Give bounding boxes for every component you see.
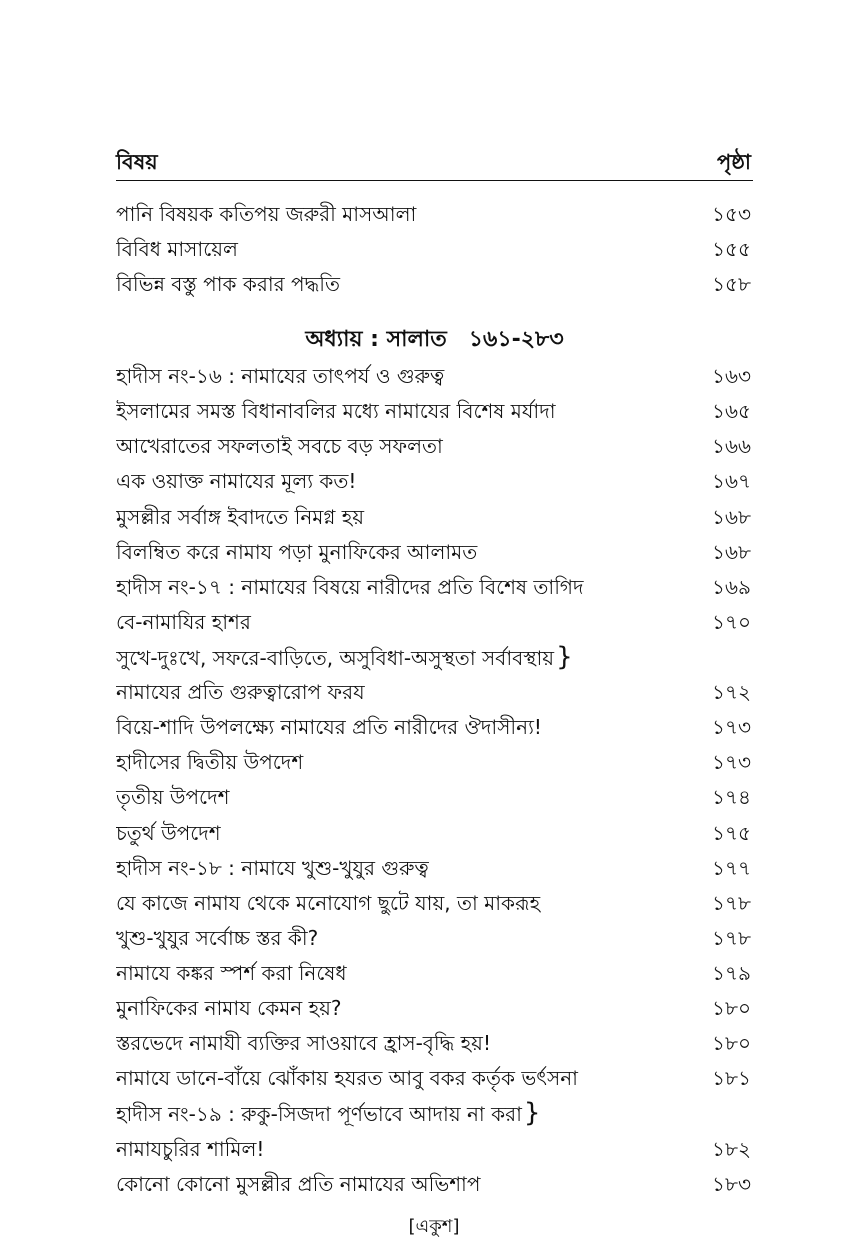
entry-page: ১৭৮ [712,926,751,950]
toc-entry [116,852,753,884]
page-column-heading: পৃষ্ঠা [716,150,751,174]
entry-page: ১৬৭ [712,469,751,493]
entry-title: নামাযের প্রতি গুরুত্বারোপ ফরয [116,680,365,704]
entry-page: ১৭৯ [712,961,751,985]
page-number: [একুশ] [408,1216,460,1237]
toc-entry [116,465,753,497]
entry-page: ১৮৩ [712,1172,751,1196]
entry-page: ১৫৮ [712,272,751,296]
toc-entry [116,746,753,778]
toc-entry [116,887,753,919]
entry-page: ১৬৮ [712,540,751,564]
entry-title: নামাযে কঙ্কর স্পর্শ করা নিষেধ [116,961,347,985]
entry-title [116,1097,751,1130]
chapter-heading [116,322,753,358]
entry-title: নামাযচুরির শামিল! [116,1137,265,1161]
toc-entry [116,992,753,1024]
entry-title: খুশু-খুযুর সর্বোচ্চ স্তর কী? [116,926,319,950]
entry-title: হাদীস নং-১৭ : নামাযের বিষয়ে নারীদের প্রতি বিশেষ তাগিদ [116,575,584,599]
toc-entry [116,1097,753,1129]
entry-page: ১৭৪ [712,785,751,809]
entry-title: স্তরভেদে নামাযী ব্যক্তির সাওয়াবে হ্রাস-বৃদ্ধি হয়! [116,1031,491,1055]
entry-title: যে কাজে নামায থেকে মনোযোগ ছুটে যায়, তা মাকরূহ [116,891,541,915]
toc-entry [116,957,753,989]
entry-title: এক ওয়াক্ত নামাযের মূল্য কত! [116,469,357,493]
toc-entry [116,1133,753,1165]
entry-title: আখেরাতের সফলতাই সবচে বড় সফলতা [116,434,443,458]
entry-title: মুসল্লীর সর্বাঙ্গ ইবাদতে নিমগ্ন হয় [116,505,365,529]
entry-page: ১৫৫ [712,237,751,261]
entry-title: হাদীসের দ্বিতীয় উপদেশ [116,750,304,774]
toc-entry [116,676,753,708]
entry-title: বিভিন্ন বস্তু পাক করার পদ্ধতি [116,272,340,296]
toc-entry [116,1027,753,1059]
entry-page: ১৭৮ [712,891,751,915]
entry-page: ১৬৮ [712,505,751,529]
entry-title: কোনো কোনো মুসল্লীর প্রতি নামাযের অভিশাপ [116,1172,481,1196]
entry-title: হাদীস নং-১৮ : নামাযে খুশু-খুযুর গুরুত্ব [116,856,429,880]
entry-title: পানি বিষয়ক কতিপয় জরুরী মাসআলা [116,202,417,226]
toc-entry [116,198,753,230]
toc-entry [116,817,753,849]
entry-page: ১৫৩ [712,202,751,226]
toc-entry [116,711,753,743]
entry-page: ১৬৩ [712,364,751,388]
toc-entry [116,395,753,427]
toc-entry [116,571,753,603]
chapter-title: অধ্যায় : সালাত [305,327,447,352]
entry-title: বিয়ে-শাদি উপলক্ষ্যে নামাযের প্রতি নারীদের ঔদাসীন্য! [116,715,542,739]
toc-entry [116,781,753,813]
entry-title [116,641,751,674]
entry-title: হাদীস নং-১৬ : নামাযের তাৎপর্য ও গুরুত্ব [116,364,445,388]
entry-page: ১৬৯ [712,575,751,599]
entry-page: ১৬৫ [712,399,751,423]
subject-column-heading: বিষয় [116,150,158,174]
toc-entry [116,268,753,300]
toc-entry [116,606,753,638]
entry-page: ১৮০ [712,1031,751,1055]
entry-title: নামাযে ডানে-বাঁয়ে ঝোঁকায় হযরত আবু বকর কর্তৃক ভর্ৎসনা [116,1066,578,1090]
entry-title: তৃতীয় উপদেশ [116,785,230,809]
toc-entry [116,536,753,568]
entry-page: ১৭৩ [712,750,751,774]
entry-title: মুনাফিকের নামায কেমন হয়? [116,996,342,1020]
entry-page: ১৬৬ [712,434,751,458]
entry-title-text: সুখে-দুঃখে, সফরে-বাড়িতে, অসুবিধা-অসুস্থতা সর্বাবস্থায় [116,645,555,670]
entry-title: ইসলামের সমস্ত বিধানাবলির মধ্যে নামাযের বিশেষ মর্যাদা [116,399,556,423]
brace-mark: } [523,1097,541,1128]
entry-page: ১৭৭ [712,856,751,880]
entry-title: চতুর্থ উপদেশ [116,821,221,845]
toc-entry [116,233,753,265]
toc-entry [116,641,753,673]
toc-entry [116,430,753,462]
toc-entry [116,1062,753,1094]
brace-mark: } [556,641,573,672]
toc-header [116,140,753,181]
entry-page: ১৭২ [712,680,751,704]
entry-title: বিলম্বিত করে নামায পড়া মুনাফিকের আলামত [116,540,478,564]
entry-title: বিবিধ মাসায়েল [116,237,238,261]
toc-entry [116,501,753,533]
toc-entry [116,360,753,392]
entry-page: ১৮১ [712,1066,751,1090]
toc-entry [116,922,753,954]
entry-page: ১৭০ [712,610,751,634]
entry-title: বে-নামাযির হাশর [116,610,251,634]
entry-page: ১৭৫ [712,821,751,845]
entry-title-text: হাদীস নং-১৯ : রুকু-সিজদা পূর্ণভাবে আদায় না করা [116,1101,522,1126]
entry-page: ১৮২ [712,1137,751,1161]
entry-page: ১৭৩ [712,715,751,739]
chapter-page-range: ১৬১-২৮৩ [468,327,564,352]
entry-page: ১৮০ [712,996,751,1020]
toc-entry [116,1168,753,1200]
